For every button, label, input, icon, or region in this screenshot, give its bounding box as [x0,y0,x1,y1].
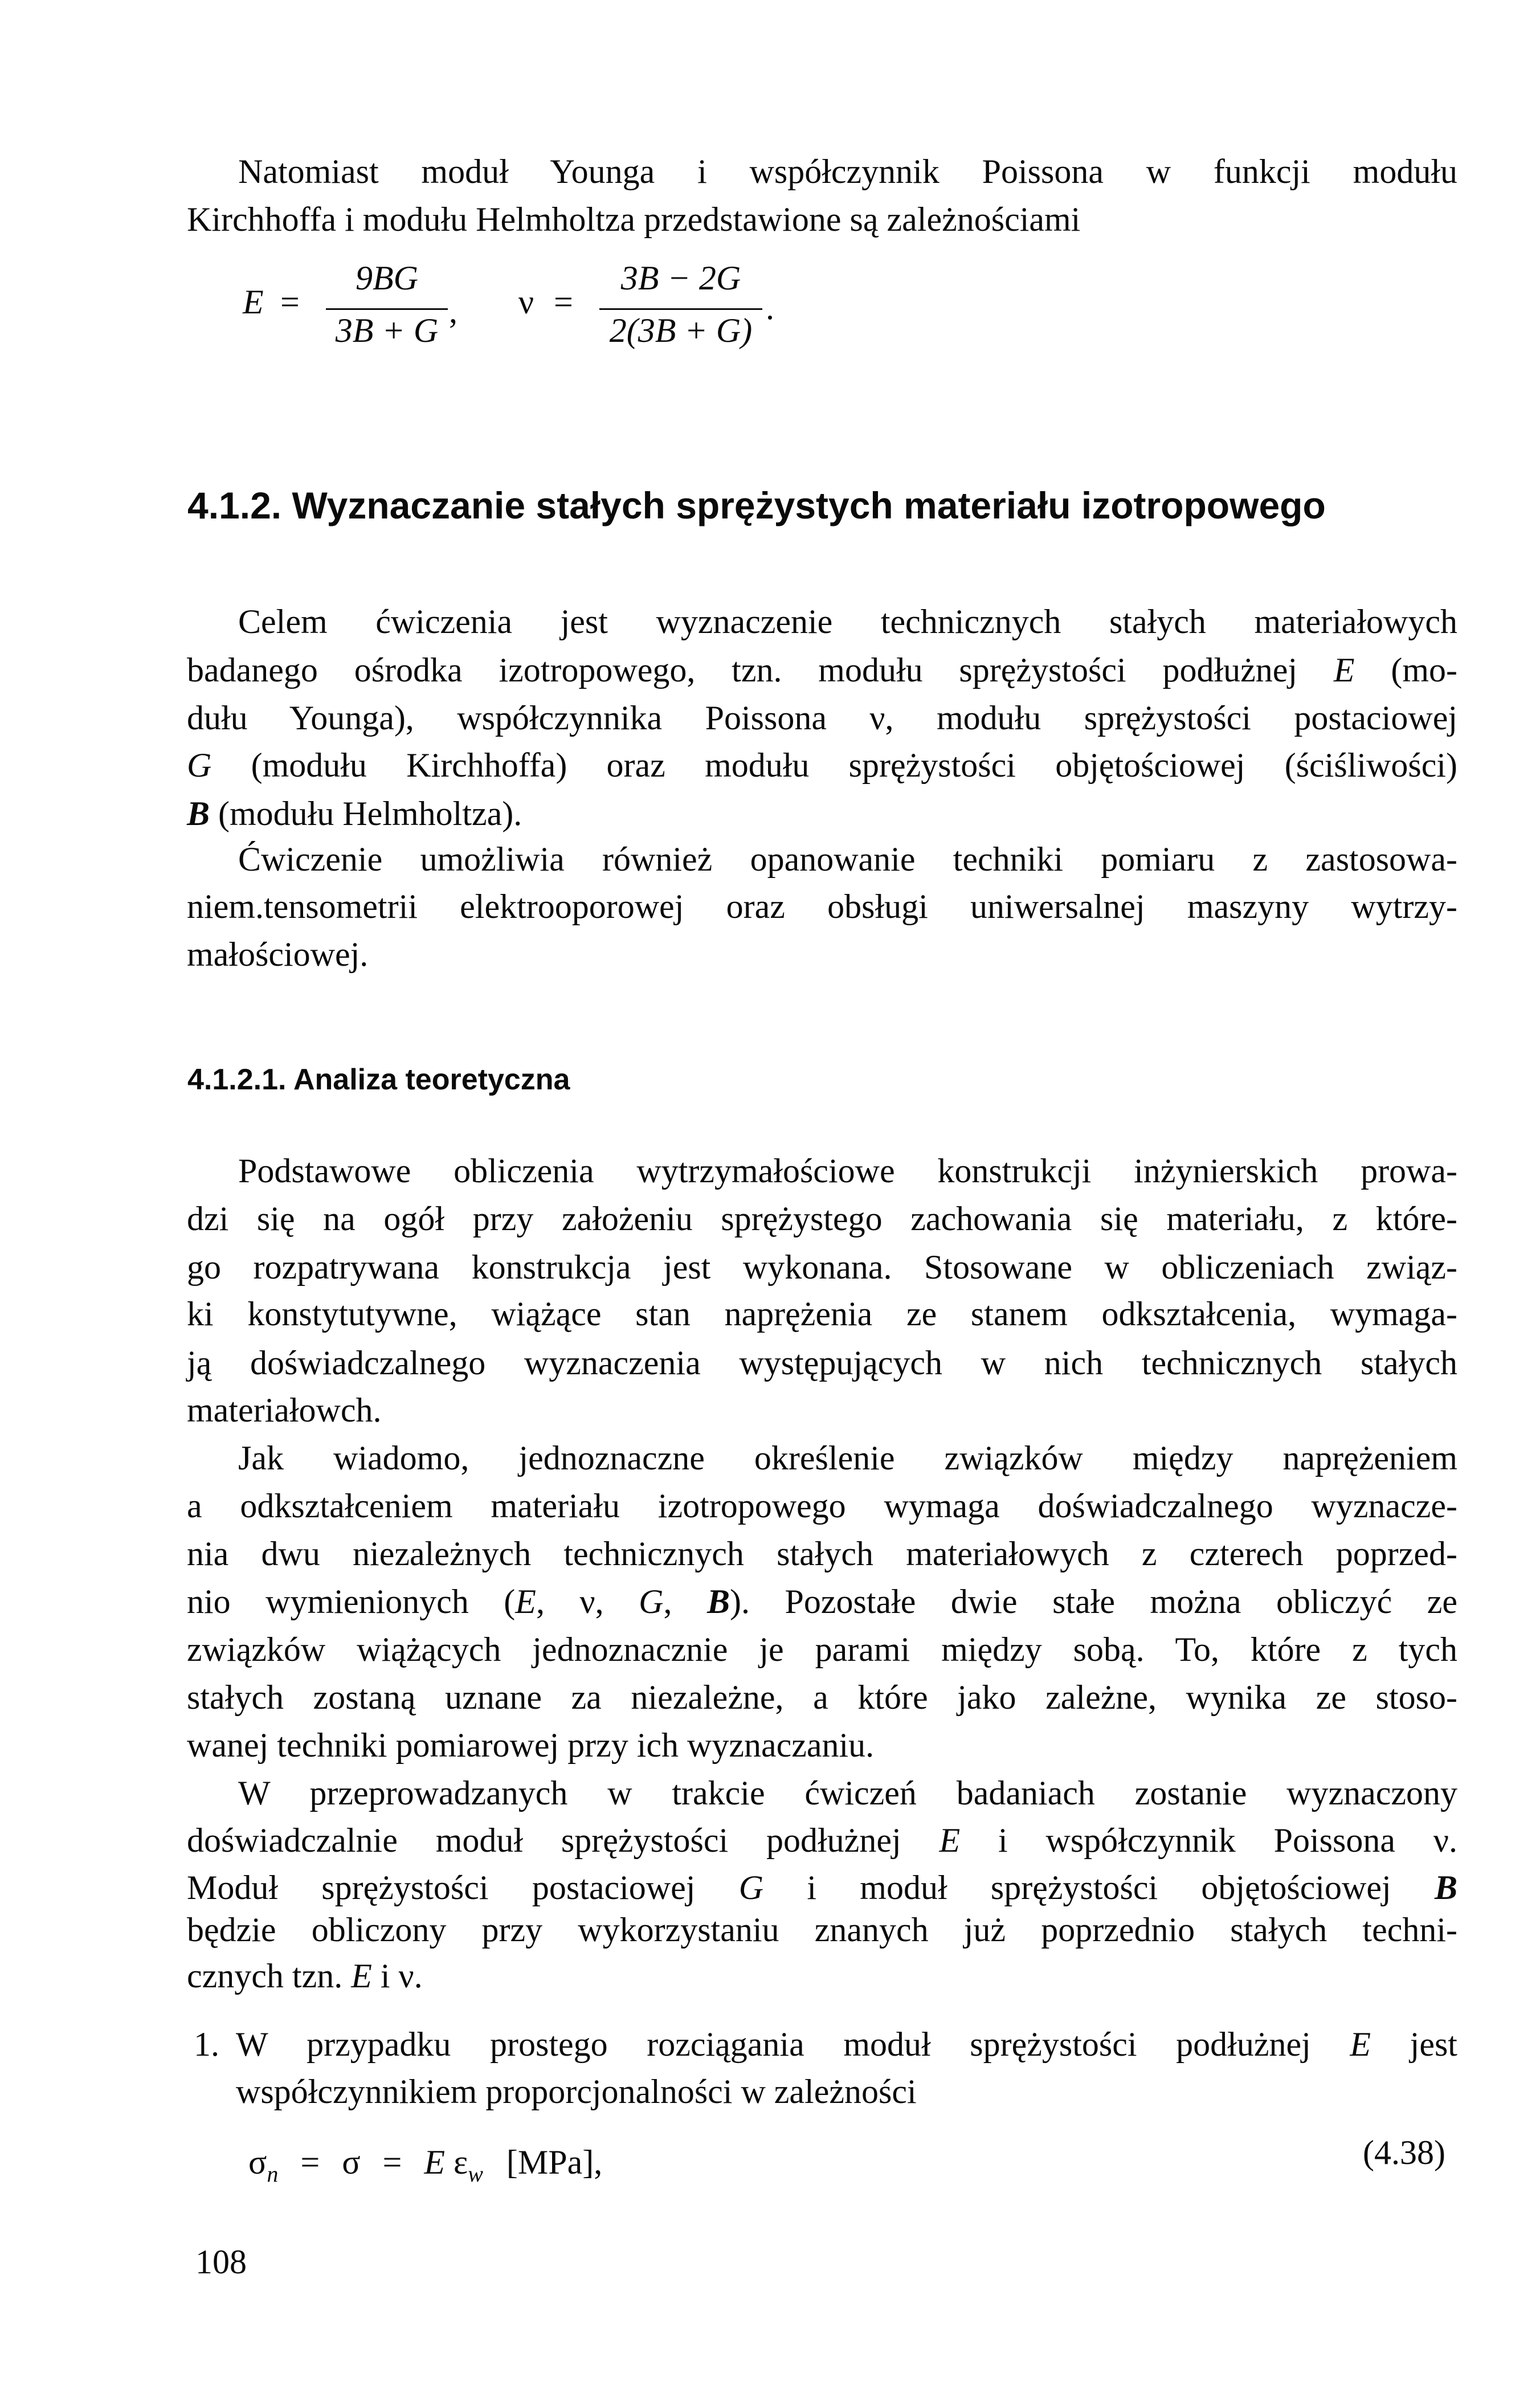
math-symbol: E [351,1957,372,1995]
formula-2-lhs: ν [518,283,534,321]
text-line [187,1250,1457,1284]
text-line [187,1441,1457,1475]
equals-sign: = [382,2143,402,2181]
text-run: będzie obliczony przy wykorzystaniu znanych już poprzednio stałych techni- [187,1911,1457,1949]
text-line [187,889,1457,924]
text-run: , ν, [536,1583,639,1620]
text-line [187,937,1457,971]
formula-1-equals: = [280,283,300,321]
math-symbol: E [515,1583,536,1620]
equation-number: (4.38) [1363,2134,1445,2171]
text-line [187,1297,1457,1331]
text-run: a odkształceniem materiału izotropowego wymaga doświadczalnego wyznacze- [187,1487,1457,1525]
text-line [187,701,1457,735]
text-run: nia dwu niezależnych technicznych stałych materiałowych z czterech poprzed- [187,1535,1457,1573]
text-line [187,797,1457,831]
text-run: (modułu Helmholtza). [210,795,522,832]
text-line [187,154,1457,189]
text-line [187,748,1457,782]
text-run: współczynnikiem proporcjonalności w zależności [236,2073,917,2110]
formula-2-denominator: 2(3B + G) [609,312,753,349]
text-run: ). Pozostałe dwie stałe można obliczyć ze [729,1583,1457,1620]
math-symbol: E [939,1822,961,1859]
text-line [187,1154,1457,1188]
fraction-bar [599,308,762,310]
sigma-n-symbol: σ [248,2143,267,2181]
formula-1-denominator: 3B + G [335,312,439,349]
equals-sign: = [300,2143,320,2181]
text-run: i ν. [371,1957,423,1995]
text-run: go rozpatrywana konstrukcja jest wykonana. Stosowane w obliczeniach związ- [187,1248,1457,1286]
text-run: nio wymienionych ( [187,1583,516,1620]
text-run: niem.tensometrii elektrooporowej oraz obsługi uniwersalnej maszyny wytrzy- [187,888,1457,925]
text-run: Jak wiadomo, jednoznaczne określenie związków między naprężeniem [238,1439,1457,1477]
math-symbol: B [187,795,210,832]
text-run: W przeprowadzanych w trakcie ćwiczeń badaniach zostanie wyznaczony [238,1774,1457,1812]
text-run: ją doświadczalnego wyznaczenia występujących w nich technicznych stałych [187,1344,1457,1382]
text-line [187,1680,1457,1714]
epsilon-symbol: ε [454,2143,468,2181]
text-run: materiałowch. [187,1391,382,1429]
section-heading: 4.1.2. Wyznaczanie stałych sprężystych materiału izotropowego [187,484,1326,526]
text-line [187,1871,1457,1905]
subsection-heading: 4.1.2.1. Analiza teoretyczna [187,1063,570,1096]
text-run: doświadczalnie moduł sprężystości podłużnej [187,1822,939,1859]
text-run: wanej techniki pomiarowej przy ich wyznaczaniu. [187,1726,875,1764]
text-line [187,1584,1457,1619]
text-run: Moduł sprężystości postaciowej [187,1869,739,1906]
text-line [187,842,1457,876]
math-symbol: B [706,1583,730,1620]
text-run: ki konstytutywne, wiążące stan naprężenia ze stanem odkształcenia, wymaga- [187,1295,1457,1333]
text-run: , [663,1583,707,1620]
formula-1-comma: , [449,292,457,330]
unit-label: [MPa], [506,2143,603,2181]
math-symbol: G [738,1869,764,1906]
text-line [187,1913,1457,1947]
text-line [187,1632,1457,1667]
text-run: i moduł sprężystości objętościowej [763,1869,1435,1906]
formula-2-period: . [766,289,774,326]
text-line [187,1537,1457,1571]
text-run: (mo- [1354,651,1457,689]
math-symbol: B [1434,1869,1457,1906]
formula-1-lhs: E [243,283,264,321]
math-symbol: E [1350,2025,1371,2063]
text-run: cznych tzn. [187,1957,352,1995]
formula-1-numerator: 9BG [356,259,418,297]
text-line [187,605,1457,639]
text-run: Podstawowe obliczenia wytrzymałościowe konstrukcji inżynierskich prowa- [238,1152,1457,1190]
text-run: małościowej. [187,936,369,973]
text-run: jest [1371,2025,1457,2063]
equation-4-38 [248,2143,603,2187]
list-marker: 1. [194,2025,219,2063]
text-run: i współczynnik Poissona ν. [960,1822,1457,1859]
text-line [187,653,1457,687]
text-line [187,1728,1457,1762]
subscript-n: n [267,2161,279,2187]
text-line [187,1489,1457,1523]
text-run: Ćwiczenie umożliwia również opanowanie techniki pomiaru z zastosowa- [238,840,1457,878]
text-line [187,1393,1457,1427]
text-line [236,2074,1457,2109]
math-symbol: E [1333,651,1355,689]
text-line [187,1346,1457,1380]
text-line [187,1202,1457,1236]
text-line [187,202,1457,236]
math-symbol: G [639,1583,664,1620]
text-run: Natomiast moduł Younga i współczynnik Poissona w funkcji modułu [238,153,1457,190]
text-run: badanego ośrodka izotropowego, tzn. modułu sprężystości podłużnej [187,651,1334,689]
text-line [187,1776,1457,1810]
text-run: dzi się na ogół przy założeniu sprężystego zachowania się materiału, z które- [187,1200,1457,1238]
young-modulus-symbol: E [424,2143,446,2181]
fraction-bar [326,308,448,310]
subscript-w: w [468,2161,483,2187]
formula-2-equals: = [554,283,573,321]
text-line [187,1823,1457,1857]
text-run: związków wiążących jednoznacznie je parami między sobą. To, które z tych [187,1631,1457,1668]
text-line [236,2027,1457,2061]
math-symbol: G [187,746,212,784]
formula-2-numerator: 3B − 2G [620,259,741,297]
text-run: W przypadku prostego rozciągania moduł sprężystości podłużnej [236,2025,1350,2063]
text-run: (modułu Kirchhoffa) oraz modułu sprężystości objętościowej (ściśliwości) [211,746,1457,784]
text-run: Kirchhoffa i modułu Helmholtza przedstawione są zależnościami [187,201,1081,238]
text-run: dułu Younga), współczynnika Poissona ν, modułu sprężystości postaciowej [187,699,1457,737]
page-number: 108 [195,2243,247,2281]
sigma-symbol: σ [342,2143,361,2181]
text-line [187,1959,1457,1993]
text-run: stałych zostaną uznane za niezależne, a które jako zależne, wynika ze stoso- [187,1678,1457,1716]
text-run: Celem ćwiczenia jest wyznaczenie technicznych stałych materiałowych [238,603,1457,640]
